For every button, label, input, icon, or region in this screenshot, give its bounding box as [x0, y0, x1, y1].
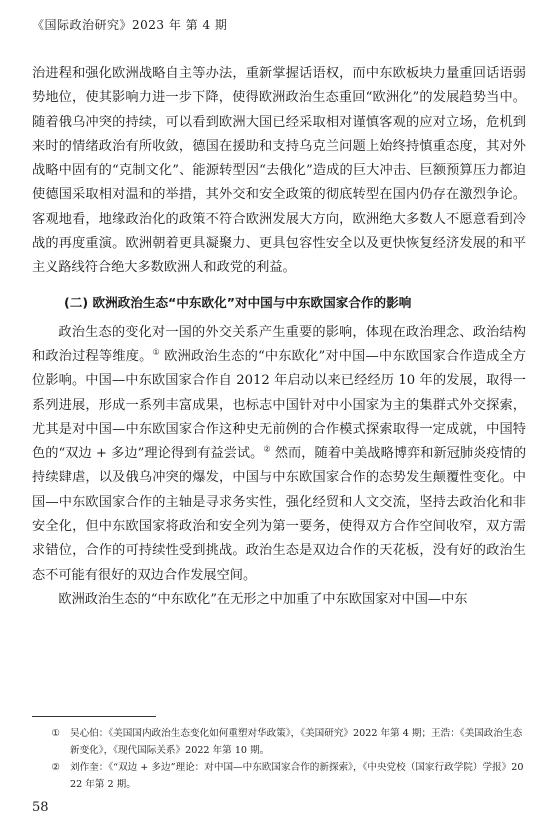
footnote-divider: [32, 716, 156, 717]
paragraph-text-segment: 政治生态的变化对一国的外交关系产生重要的影响，体现在政治理念、政治结构和政治过程等维度。: [32, 324, 526, 364]
footnote-marker: ②: [51, 762, 60, 773]
paragraph-political-ecology: [32, 321, 526, 588]
paragraph-text-segment: 然而，随着中美战略博弈和新冠肺炎疫情的持续肆虐，以及俄乌冲突的爆发，中国与中东欧国家合作的态势发生颠覆性变化。中国—中东欧国家合作的主轴是寻求务实性，强化经贸和人文交流，坚持去政治化和非安全化，但中东欧国家将政治和安全列为第一要务，使得双方合作空间收窄，双方需求错位，合作的可持续性受到挑战。政治生态是双边合作的天花板，没有好的政治生态不可能有很好的双边合作发展空间。: [32, 446, 527, 583]
paragraph-text-segment: 欧洲政治生态的“中东欧化”对中国—中东欧国家合作造成全方位影响。中国—中东欧国家合作自 2012 年启动以来已经经历 10 年的发展，取得一系列进展，形成一系列丰富成果，也标志中国针对中小国家为主的集群式外交探索，尤其是对中国—中东欧国家合作这种史无前例的合作模式探索取得一定成就，中国特色的“双边 + 多边”理论得到有益尝试。: [32, 348, 526, 462]
paragraph-closing: 欧洲政治生态的“中东欧化”在无形之中加重了中东欧国家对中国—中东: [58, 591, 468, 607]
running-header: 《国际政治研究》2023 年 第 4 期: [32, 18, 228, 32]
footnote-1: [32, 725, 526, 759]
footnote-2: [32, 759, 526, 793]
footnote-text: 刘作奎：《“双边 + 多边”理论：对中国—中东欧国家合作的新探索》，《中央党校（国家行政学院）学报》2022 年第 2 期。: [70, 762, 524, 790]
section-heading: (二) 欧洲政治生态“中东欧化”对中国与中东欧国家合作的影响: [64, 294, 412, 310]
footnote-ref-1[interactable]: ①: [152, 347, 160, 357]
footnote-ref-2[interactable]: ②: [263, 444, 271, 454]
page-number: 58: [32, 800, 49, 815]
footnotes: [32, 725, 526, 793]
article-body: [32, 62, 526, 612]
footnote-text: 吴心伯：《美国国内政治生态变化如何重塑对华政策》，《美国研究》2022 年第 4 期；王浩：《美国政治生态新变化》，《现代国际关系》2022 年第 10 期。: [70, 728, 523, 756]
paragraph-continuation: 治进程和强化欧洲战略自主等办法，重新掌握话语权，而中东欧板块力量重回话语弱势地位，使其影响力进一步下降，使得欧洲政治生态重回“欧洲化”的发展趋势当中。随着俄乌冲突的持续，可以看到欧洲大国已经采取相对谨慎客观的应对立场，危机到来时的情绪政治有所收敛，德国在援助和支持乌克兰问题上始终持慎重态度，其对外战略中固有的“克制文化”、能源转型因“去俄化”造成的巨大冲击、巨额预算压力都迫使德国采取相对温和的举措，其外交和安全政策的彻底转型在国内仍存在激烈争论。客观地看，地缘政治化的政策不符合欧洲发展大方向，欧洲绝大多数人不愿意看到冷战的再度重演。欧洲朝着更具凝聚力、更具包容性安全以及更快恢复经济发展的和平主义路线符合绝大多数欧洲人和政党的利益。: [32, 66, 526, 276]
footnote-marker: ①: [51, 728, 60, 739]
